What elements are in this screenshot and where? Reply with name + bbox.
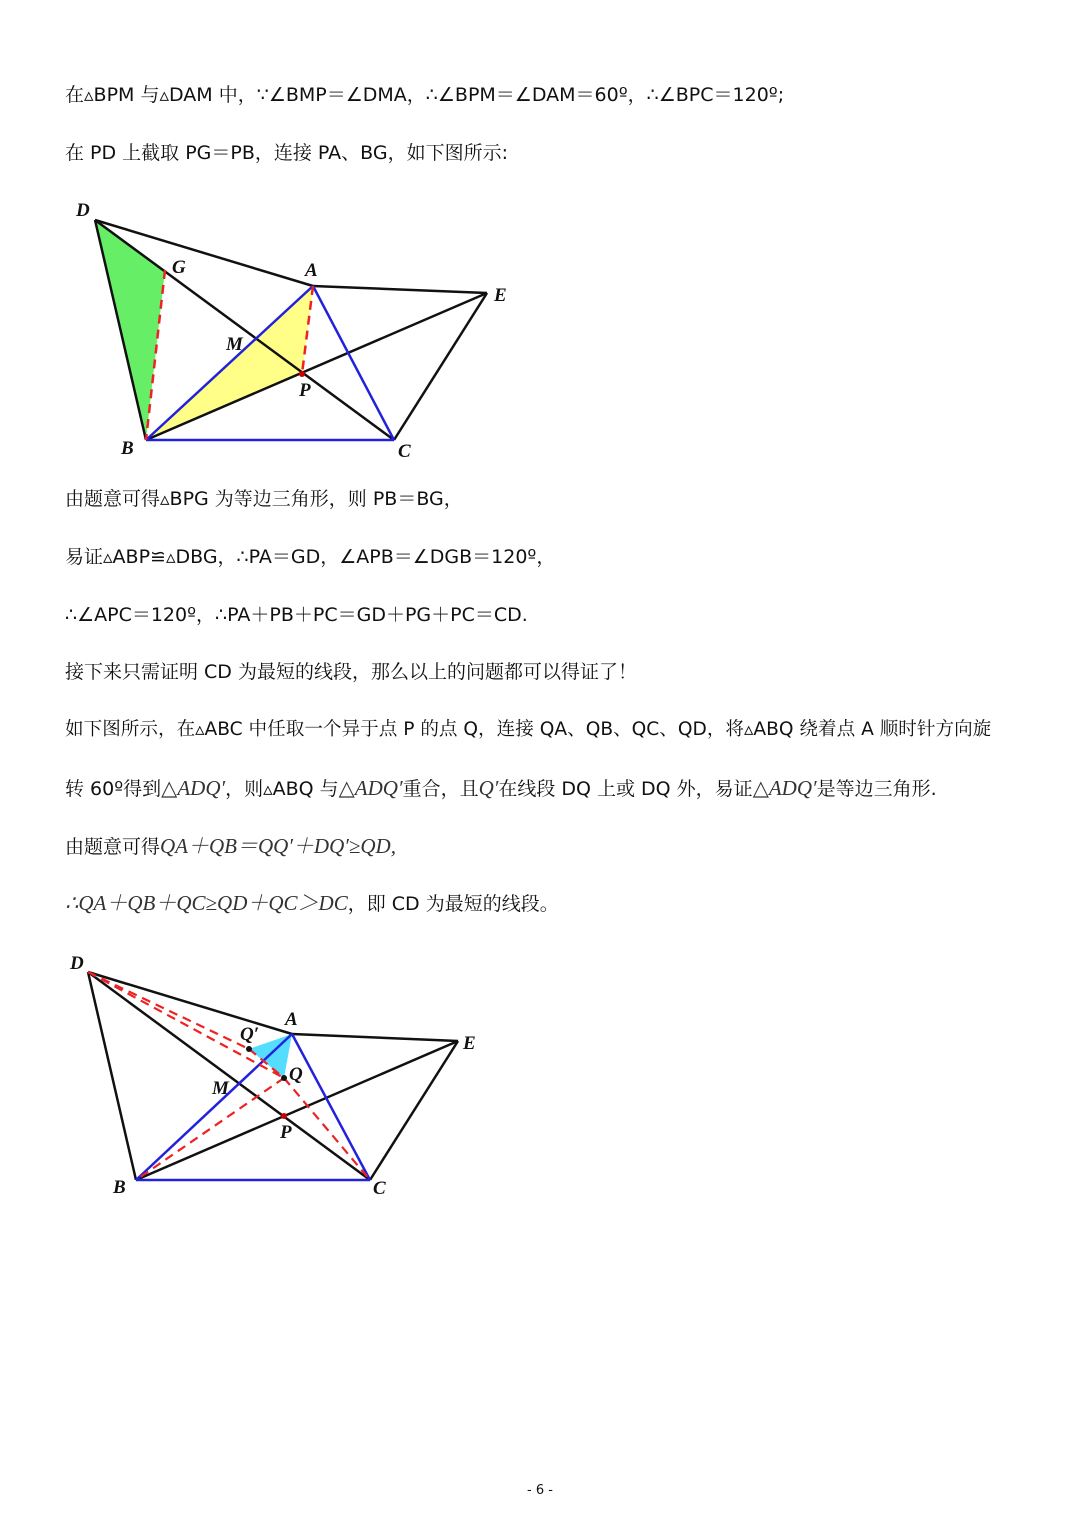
- text: 重合，且: [402, 778, 479, 800]
- text: 在线段 DQ 上或 DQ 外，易证: [498, 778, 753, 800]
- label-c: C: [373, 1178, 386, 1199]
- figure-1: [75, 200, 507, 462]
- label-m: M: [212, 1078, 229, 1099]
- math: QA＋QB＝QQ′＋DQ′≥QD,: [160, 834, 396, 858]
- text-line: [65, 834, 396, 859]
- text: ，即 CD 为最短的线段。: [347, 893, 559, 915]
- green-triangle: [95, 220, 165, 440]
- label-q: Q: [289, 1064, 303, 1085]
- label-d: D: [70, 953, 84, 974]
- label-b: B: [113, 1177, 126, 1198]
- math: ∴QA＋QB＋QC≥QD＋QC＞DC: [65, 891, 348, 915]
- text-line: 如下图所示，在▵ABC 中任取一个异于点 P 的点 Q，连接 QA、QB、QC、QD，将▵ABQ 绕着点 A 顺时针方向旋: [65, 719, 992, 740]
- label-q-prime: Q′: [240, 1024, 260, 1045]
- label-p: P: [299, 380, 311, 401]
- text: 转 60º得到: [65, 778, 162, 800]
- text-line: [65, 776, 937, 801]
- label-b: B: [121, 438, 134, 459]
- text: 由题意可得: [65, 836, 161, 858]
- label-c: C: [398, 441, 411, 462]
- page-number: - 6 -: [527, 1483, 553, 1498]
- math: △ADQ′: [161, 776, 226, 800]
- text-line: 接下来只需证明 CD 为最短的线段，那么以上的问题都可以得证了！: [65, 661, 637, 683]
- text-line: ∴∠APC＝120º，∴PA＋PB＋PC＝GD＋PG＋PC＝CD.: [65, 604, 528, 626]
- math: Q′: [478, 776, 499, 800]
- label-m: M: [226, 334, 243, 355]
- text-line: [65, 891, 559, 916]
- text-line: 由题意可得▵BPG 为等边三角形，则 PB＝BG，: [65, 488, 463, 510]
- figure-2: [69, 953, 476, 1199]
- text: 是等边三角形.: [816, 778, 937, 800]
- text-line: 在 PD 上截取 PG＝PB，连接 PA、BG，如下图所示:: [65, 142, 508, 164]
- label-d: D: [76, 200, 90, 221]
- label-g: G: [172, 257, 186, 278]
- label-a: A: [305, 260, 318, 281]
- label-e: E: [494, 285, 507, 306]
- label-e: E: [463, 1033, 476, 1054]
- math: △ADQ′: [752, 776, 817, 800]
- text-line: 易证▵ABP≌▵DBG，∴PA＝GD，∠APB＝∠DGB＝120º，: [65, 546, 556, 568]
- text-line: 在▵BPM 与▵DAM 中，∵∠BMP＝∠DMA，∴∠BPM＝∠DAM＝60º，∴∠BPC＝120º;: [65, 84, 785, 106]
- text: ，则▵ABQ 与: [225, 778, 339, 800]
- math: △ADQ′: [338, 776, 403, 800]
- label-p: P: [280, 1122, 292, 1143]
- label-a: A: [285, 1009, 298, 1030]
